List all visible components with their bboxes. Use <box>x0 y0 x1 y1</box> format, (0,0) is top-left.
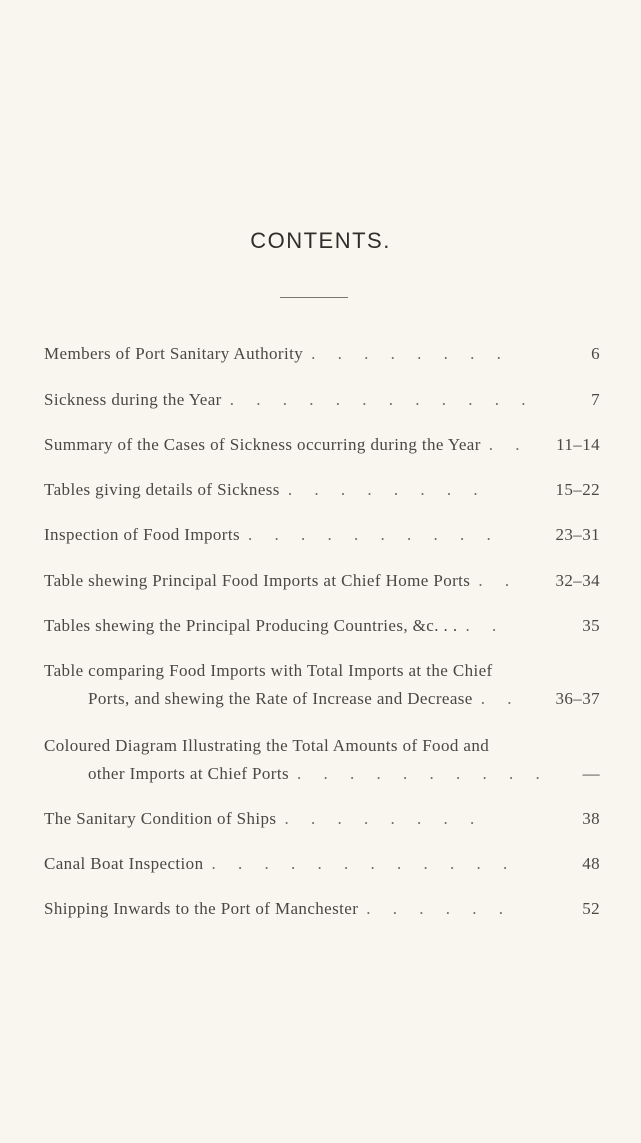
entry-title: The Sanitary Condition of Ships <box>44 809 277 828</box>
entry-line <box>44 657 600 685</box>
contents-entry <box>44 612 600 640</box>
contents-entry <box>44 805 600 833</box>
dot-leader: . . <box>465 616 506 635</box>
contents-entry <box>44 895 600 923</box>
contents-heading: CONTENTS. <box>250 228 391 253</box>
dot-leader: . . <box>478 571 519 590</box>
page-number: 38 <box>582 809 600 828</box>
dot-leader: . . . . . . . . . . <box>247 525 500 544</box>
contents-entry <box>44 732 600 788</box>
entry-title: Tables giving details of Sickness <box>44 480 280 499</box>
entry-title: Tables shewing the Principal Producing Countries, &c. . . <box>44 616 458 635</box>
entry-line-continued <box>44 685 600 713</box>
page-number: 23–31 <box>555 525 600 544</box>
dot-leader: . . . . . . . . <box>284 809 484 828</box>
page-number: 32–34 <box>555 571 600 590</box>
contents-entry <box>44 567 600 595</box>
page-number: 35 <box>582 616 600 635</box>
entry-line <box>44 340 600 368</box>
page-number: 7 <box>591 390 600 409</box>
contents-entry <box>44 850 600 878</box>
entry-title: Inspection of Food Imports <box>44 525 240 544</box>
dot-leader: . . . . . . . . <box>287 480 487 499</box>
entry-title: Summary of the Cases of Sickness occurring during the Year <box>44 435 481 454</box>
entry-line <box>44 476 600 504</box>
page-number: 15–22 <box>555 480 600 499</box>
page-number: 52 <box>582 899 600 918</box>
entry-line <box>44 805 600 833</box>
entry-title: Table comparing Food Imports with Total Imports at the Chief <box>44 661 493 680</box>
entry-line <box>44 431 600 459</box>
entry-title: Shipping Inwards to the Port of Manchester <box>44 899 359 918</box>
dot-leader: . . <box>480 689 521 708</box>
contents-entry <box>44 386 600 414</box>
entry-line <box>44 521 600 549</box>
contents-entry <box>44 521 600 549</box>
dot-leader: . . . . . . <box>366 899 512 918</box>
dot-leader: . . <box>488 435 529 454</box>
page-number: 6 <box>591 344 600 363</box>
entry-title: Sickness during the Year <box>44 390 222 409</box>
dot-leader: . . . . . . . . <box>311 344 510 363</box>
entry-title-continued: other Imports at Chief Ports <box>88 764 290 783</box>
entry-line <box>44 386 600 414</box>
contents-entry <box>44 431 600 459</box>
dot-leader: . . . . . . . . . . . . <box>211 854 517 873</box>
page-number: — <box>582 764 600 783</box>
entry-title: Coloured Diagram Illustrating the Total Amounts of Food and <box>44 736 490 755</box>
dot-leader: . . . . . . . . . . . . <box>229 390 535 409</box>
contents-entry <box>44 476 600 504</box>
contents-entry <box>44 657 600 713</box>
entry-line-continued <box>44 760 600 788</box>
dot-leader: . . . . . . . . . . <box>297 764 549 783</box>
entry-line <box>44 567 600 595</box>
page-number: 11–14 <box>556 435 600 454</box>
page-number: 48 <box>582 854 600 873</box>
entry-title: Members of Port Sanitary Authority <box>44 344 304 363</box>
entry-line <box>44 850 600 878</box>
entry-line <box>44 895 600 923</box>
entry-title: Canal Boat Inspection <box>44 854 204 873</box>
heading-rule <box>280 297 348 298</box>
entry-line <box>44 732 600 760</box>
contents-entry <box>44 340 600 368</box>
entry-title: Table shewing Principal Food Imports at Chief Home Ports <box>44 571 471 590</box>
entry-title-continued: Ports, and shewing the Rate of Increase and Decrease <box>88 689 473 708</box>
page-number: 36–37 <box>555 689 600 708</box>
entry-line <box>44 612 600 640</box>
